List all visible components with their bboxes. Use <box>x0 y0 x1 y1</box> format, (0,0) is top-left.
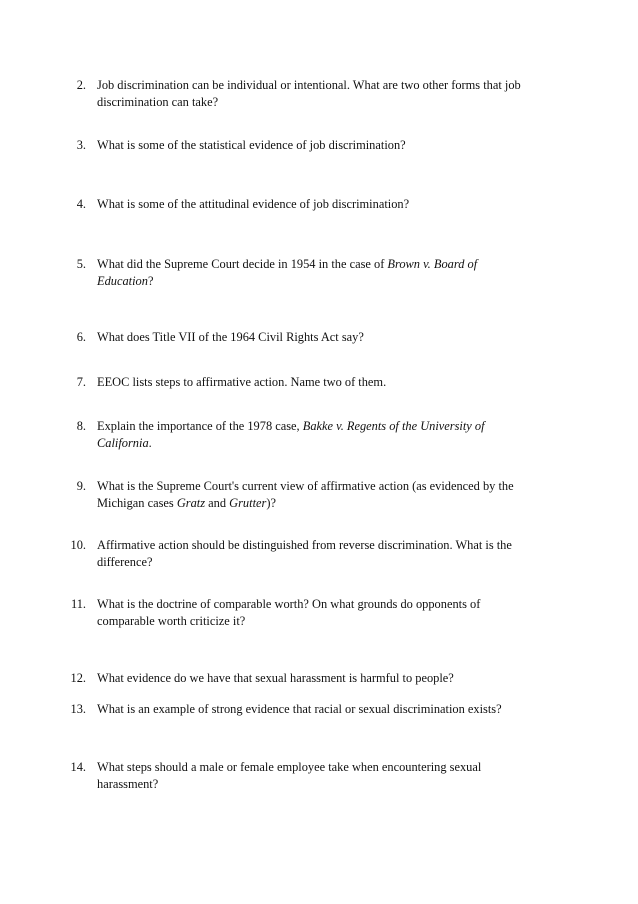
question-text: Job discrimination can be individual or intentional. What are two other forms that job discrimination can take? <box>97 78 521 109</box>
question-text: What is the Supreme Court's current view of affirmative action (as evidenced by the Michigan cases Gratz and Grutter)? <box>97 479 514 510</box>
case-name: Brown v. Board of <box>387 257 478 271</box>
case-name: Bakke v. Regents of the University of <box>302 419 485 433</box>
question-text: What evidence do we have that sexual harassment is harmful to people? <box>97 671 454 685</box>
question-number: 14. <box>70 760 86 774</box>
question-text: What is some of the statistical evidence of job discrimination? <box>97 138 406 152</box>
question-text: Affirmative action should be distinguished from reverse discrimination. What is the difference? <box>97 538 512 569</box>
case-name: Gratz <box>176 495 206 510</box>
question-number: 9. <box>76 479 86 493</box>
question-number: 8. <box>76 419 86 433</box>
question-number: 3. <box>76 138 86 152</box>
question-text: What is the doctrine of comparable worth? On what grounds do opponents of comparable worth criticize it? <box>97 597 481 628</box>
question-number: 11. <box>70 597 86 611</box>
question-number: 4. <box>76 197 86 211</box>
question-text: What steps should a male or female employee take when encountering sexual harassment? <box>97 760 482 791</box>
question-text: Explain the importance of the 1978 case, Bakke v. Regents of the University of California. <box>97 419 485 450</box>
case-name: California <box>97 435 149 450</box>
question-number: 5. <box>76 257 86 271</box>
case-name: Education <box>97 273 148 288</box>
question-number: 13. <box>70 702 86 716</box>
question-text: What is some of the attitudinal evidence of job discrimination? <box>97 197 410 211</box>
question-text: What did the Supreme Court decide in 1954 in the case of Brown v. Board of Education? <box>97 257 478 288</box>
question-number: 12. <box>70 671 86 685</box>
question-number: 2. <box>76 78 86 92</box>
case-name: Grutter <box>229 495 267 510</box>
question-number: 7. <box>76 375 86 389</box>
question-text: What is an example of strong evidence that racial or sexual discrimination exists? <box>97 702 502 716</box>
question-number: 6. <box>76 330 86 344</box>
question-number: 10. <box>70 538 86 552</box>
question-text: What does Title VII of the 1964 Civil Rights Act say? <box>97 330 364 344</box>
question-text: EEOC lists steps to affirmative action. Name two of them. <box>97 375 387 389</box>
